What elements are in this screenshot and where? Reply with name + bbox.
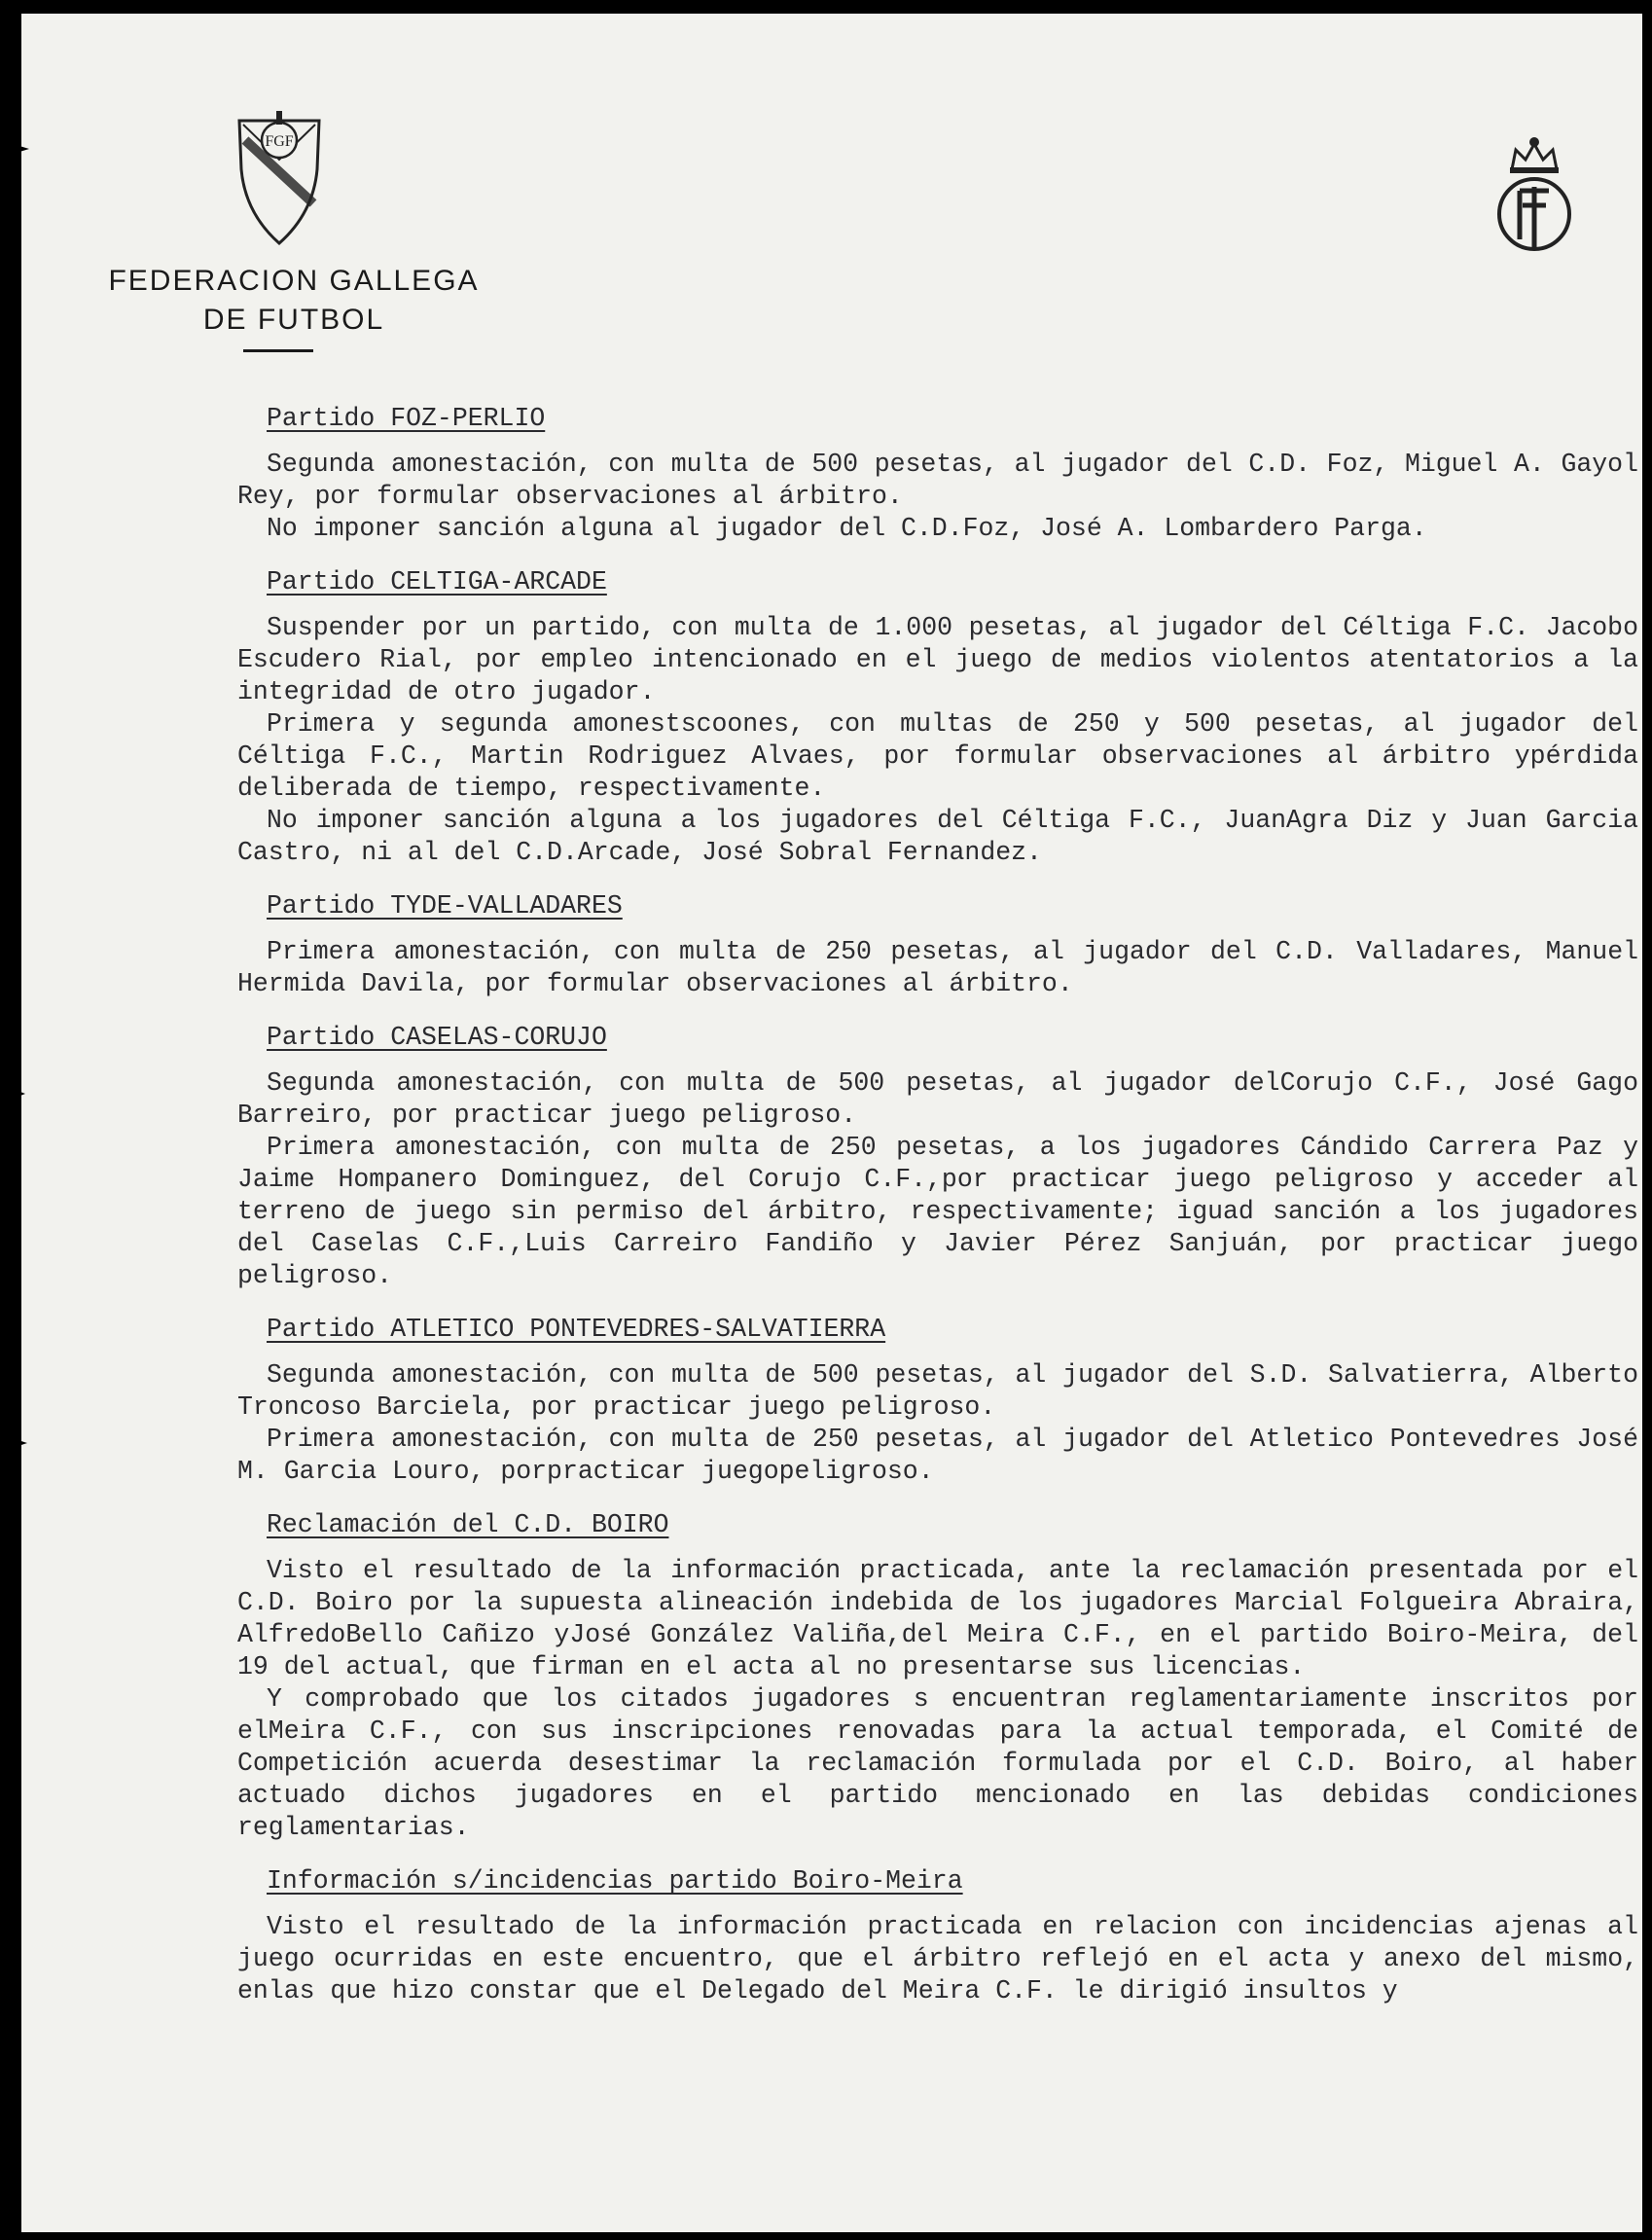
paragraph: Primera y segunda amonestscoones, con multas de 250 y 500 pesetas, al jugador del Céltiga F.C., Martin Rodriguez Alvaes, por formular observaciones al árbitro ypérdida deliberada de tiempo, respectivamente. <box>237 709 1638 803</box>
header-divider <box>243 349 313 352</box>
paragraph: Primera amonestación, con multa de 250 pesetas, al jugador del Atletico Pontevedres José M. Garcia Louro, porpracticar juegopeligroso. <box>237 1425 1638 1486</box>
spanish-federation-crown-icon <box>1490 132 1578 254</box>
section-reclamacion-boiro <box>237 1509 1638 1844</box>
document-body <box>237 403 1638 2029</box>
paragraph: Segunda amonestación, con multa de 500 pesetas, al jugador del S.D. Salvatierra, Alberto Troncoso Barciela, por practicar juego peligroso. <box>237 1360 1638 1422</box>
section-incidencias-boiro-meira <box>237 1865 1638 2007</box>
section-title: Partido ATLETICO PONTEVEDRES-SALVATIERRA <box>267 1315 886 1344</box>
paragraph: No imponer sanción alguna a los jugadores del Céltiga F.C., JuanAgra Diz y Juan Garcia Castro, ni al del C.D.Arcade, José Sobral Fernandez. <box>237 806 1638 867</box>
document-page <box>21 14 1642 2232</box>
paragraph: Y comprobado que los citados jugadores s encuentran reglamentariamente inscritos por elMeira C.F., con sus inscripciones renovadas para la actual temporada, el Comité de Competición acuerda desestimar la reclamación formulada por el C.D. Boiro, al haber actuado dichos jugadores en el partido mencionado en las debidas condiciones reglamentarias. <box>237 1684 1638 1842</box>
paragraph: No imponer sanción alguna al jugador del C.D.Foz, José A. Lombardero Parga. <box>267 514 1427 543</box>
section-title: Reclamación del C.D. BOIRO <box>267 1510 669 1539</box>
paragraph: Suspender por un partido, con multa de 1.000 pesetas, al jugador del Céltiga F.C. Jacobo Escudero Rial, por empleo intencionado en el juego de medios violentos atentatorios a la integridad de otro jugador. <box>237 613 1638 706</box>
paragraph: Visto el resultado de la información practicada en relacion con incidencias ajenas al juego ocurridas en este encuentro, que el árbitro reflejó en el acta y anexo del mismo, enlas que hizo constar que el Delegado del Meira C.F. le dirigió insultos y <box>237 1912 1638 2005</box>
federation-name <box>90 262 498 340</box>
section-tyde-valladares <box>237 890 1638 1000</box>
svg-text:FGF: FGF <box>265 133 294 150</box>
paragraph: Visto el resultado de la información practicada, ante la reclamación presentada por el C.D. Boiro por la supuesta alineación indebida de los jugadores Marcial Folgueira Abraira, AlfredoBello Cañizo yJosé González Valiña,del Meira C.F., en el partido Boiro-Meira, del 19 del actual, que firman en el acta al no presentarse sus licencias. <box>237 1556 1638 1681</box>
federation-name-line1: FEDERACION GALLEGA <box>108 265 480 297</box>
section-title: Información s/incidencias partido Boiro-Meira <box>267 1866 963 1896</box>
paragraph: Primera amonestación, con multa de 250 pesetas, al jugador del C.D. Valladares, Manuel Hermida Davila, por formular observaciones al árbitro. <box>237 937 1638 998</box>
section-title: Partido FOZ-PERLIO <box>267 404 546 433</box>
section-celtiga-arcade <box>237 566 1638 869</box>
section-title: Partido CELTIGA-ARCADE <box>267 567 607 596</box>
federation-name-line2: DE FUTBOL <box>202 304 385 336</box>
section-foz-perlio <box>237 403 1638 545</box>
section-title: Partido CASELAS-CORUJO <box>267 1023 607 1052</box>
galician-federation-shield-icon <box>235 111 323 247</box>
paragraph: Segunda amonestación, con multa de 500 pesetas, al jugador delCorujo C.F., José Gago Barreiro, por practicar juego peligroso. <box>237 1068 1638 1130</box>
paragraph: Primera amonestación, con multa de 250 pesetas, a los jugadores Cándido Carrera Paz y Jaime Hompanero Dominguez, del Corujo C.F.,por practicar juego peligroso y acceder al terreno de juego sin permiso del árbitro, respectivamente; iguad sanción a los jugadores del Caselas C.F.,Luis Carreiro Fandiño y Javier Pérez Sanjuán, por practicar juego peligroso. <box>237 1133 1638 1290</box>
section-caselas-corujo <box>237 1022 1638 1292</box>
paragraph: Segunda amonestación, con multa de 500 pesetas, al jugador del C.D. Foz, Miguel A. Gayol Rey, por formular observaciones al árbitro. <box>237 450 1638 511</box>
section-title: Partido TYDE-VALLADARES <box>267 891 623 921</box>
page-edge-notch <box>0 1434 27 1452</box>
section-atletico-salvatierra <box>237 1314 1638 1488</box>
